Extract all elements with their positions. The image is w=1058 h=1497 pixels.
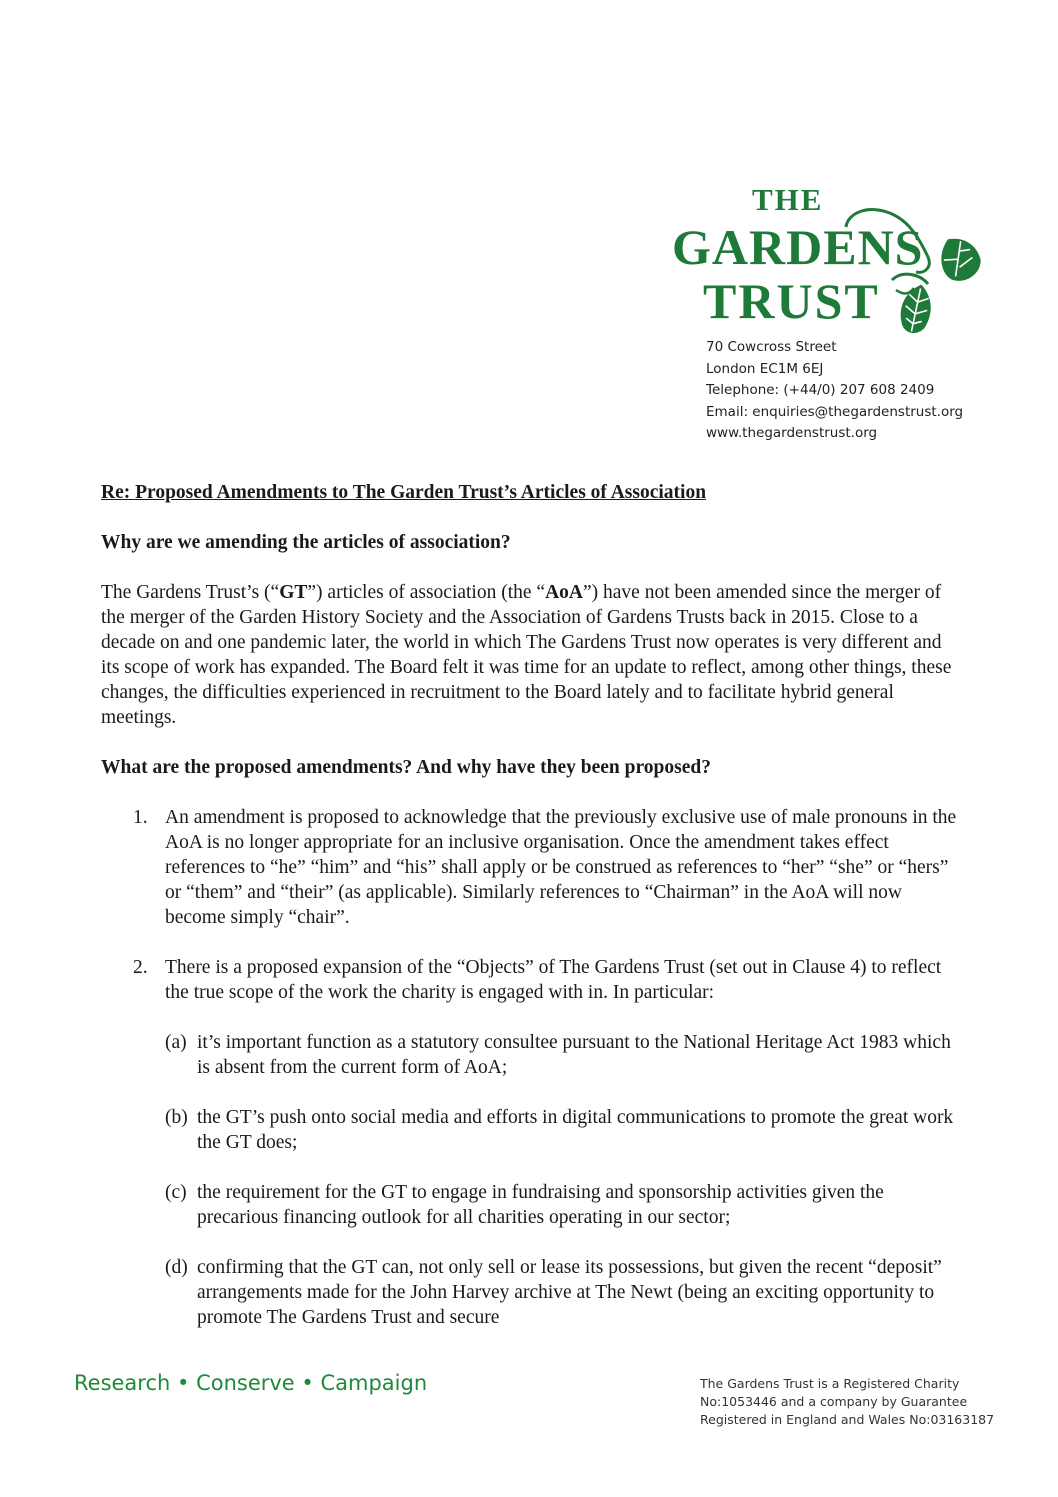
footer-charity-info <box>700 1375 994 1429</box>
address-email: Email: enquiries@thegardenstrust.org <box>706 403 964 420</box>
charity-line-3: Registered in England and Wales No:03163187 <box>700 1412 995 1427</box>
charity-line-1: The Gardens Trust is a Registered Charity <box>700 1376 960 1391</box>
sub-list-item-letter: (d) <box>165 1257 188 1278</box>
sub-list-item-text: it’s important function as a statutory consultee pursuant to the National Heritage Act 1983 which is absent from the current form of AoA; <box>197 1032 951 1078</box>
list-item-text: There is a proposed expansion of the “Objects” of The Gardens Trust (set out in Clause 4) to reflect the true scope of the work the charity is engaged with in. In particular: <box>165 957 942 1003</box>
gardens-trust-logo <box>670 182 1000 332</box>
sub-list-item <box>101 1030 961 1080</box>
sub-list-item-text: the requirement for the GT to engage in fundraising and sponsorship activities given the precarious financing outlook for all charities operating in our sector; <box>197 1182 884 1228</box>
logo-line-the: THE <box>752 182 824 217</box>
list-item-number: 2. <box>133 957 148 978</box>
address-telephone: Telephone: (+44/0) 207 608 2409 <box>706 382 935 398</box>
letterhead-address <box>706 337 963 445</box>
sub-list-item-letter: (b) <box>165 1107 188 1128</box>
section-heading-what: What are the proposed amendments? And why have they been proposed? <box>101 757 711 778</box>
sub-list-item <box>101 1180 961 1230</box>
letter-body <box>101 480 961 1355</box>
section-heading-why: Why are we amending the articles of association? <box>101 532 511 553</box>
list-item-number: 1. <box>133 807 148 828</box>
aoa-abbreviation: AoA <box>545 582 583 603</box>
intro-paragraph <box>101 580 961 730</box>
logo-line-trust: TRUST <box>703 273 880 329</box>
intro-text-1: The Gardens Trust’s (“ <box>101 582 280 603</box>
charity-line-2: No:1053446 and a company by Guarantee <box>700 1394 968 1409</box>
list-item <box>101 955 961 1005</box>
sub-list-item-letter: (a) <box>165 1032 187 1053</box>
list-item <box>101 805 961 930</box>
gt-abbreviation: GT <box>279 582 308 603</box>
footer-slogan: Research • Conserve • Campaign <box>74 1371 428 1395</box>
sub-list-item-text: confirming that the GT can, not only sell or lease its possessions, but given the recent “deposit” arrangements made for the John Harvey archive at The Newt (being an exciting opportunity to promote The Gardens Trust and secure <box>197 1257 942 1328</box>
intro-text-2: ”) articles of association (the “ <box>307 582 546 603</box>
address-city: London EC1M 6EJ <box>706 360 824 377</box>
list-item-text: An amendment is proposed to acknowledge that the previously exclusive use of male pronouns in the AoA is no longer appropriate for an inclusive organisation. Once the amendment takes effect references to “he” “him” and “his” shall apply or be construed as references to “her” “she” or “hers” or “them” and “their” (as applicable). Similarly references to “Chairman” in the AoA will now become simply “chair”. <box>165 807 957 928</box>
address-street: 70 Cowcross Street <box>706 339 837 355</box>
logo-line-gardens: GARDENS <box>672 219 924 275</box>
sub-list-item-text: the GT’s push onto social media and efforts in digital communications to promote the great work the GT does; <box>197 1107 954 1153</box>
intro-text-3: ”) have not been amended since the merger of the merger of the Garden History Society and the Association of Gardens Trusts back in 2015. Close to a decade on and one pandemic later, the world in which The Gardens Trust now operates is very different and its scope of work has expanded. The Board felt it was time for an update to reflect, among other things, these changes, the difficulties experienced in recruitment to the Board lately and to facilitate hybrid general meetings. <box>101 582 952 728</box>
address-website: www.thegardenstrust.org <box>706 425 878 441</box>
letter-title: Re: Proposed Amendments to The Garden Trust’s Articles of Association <box>101 482 707 503</box>
sub-list-item <box>101 1105 961 1155</box>
sub-list-item <box>101 1255 961 1330</box>
sub-list-item-letter: (c) <box>165 1182 187 1203</box>
